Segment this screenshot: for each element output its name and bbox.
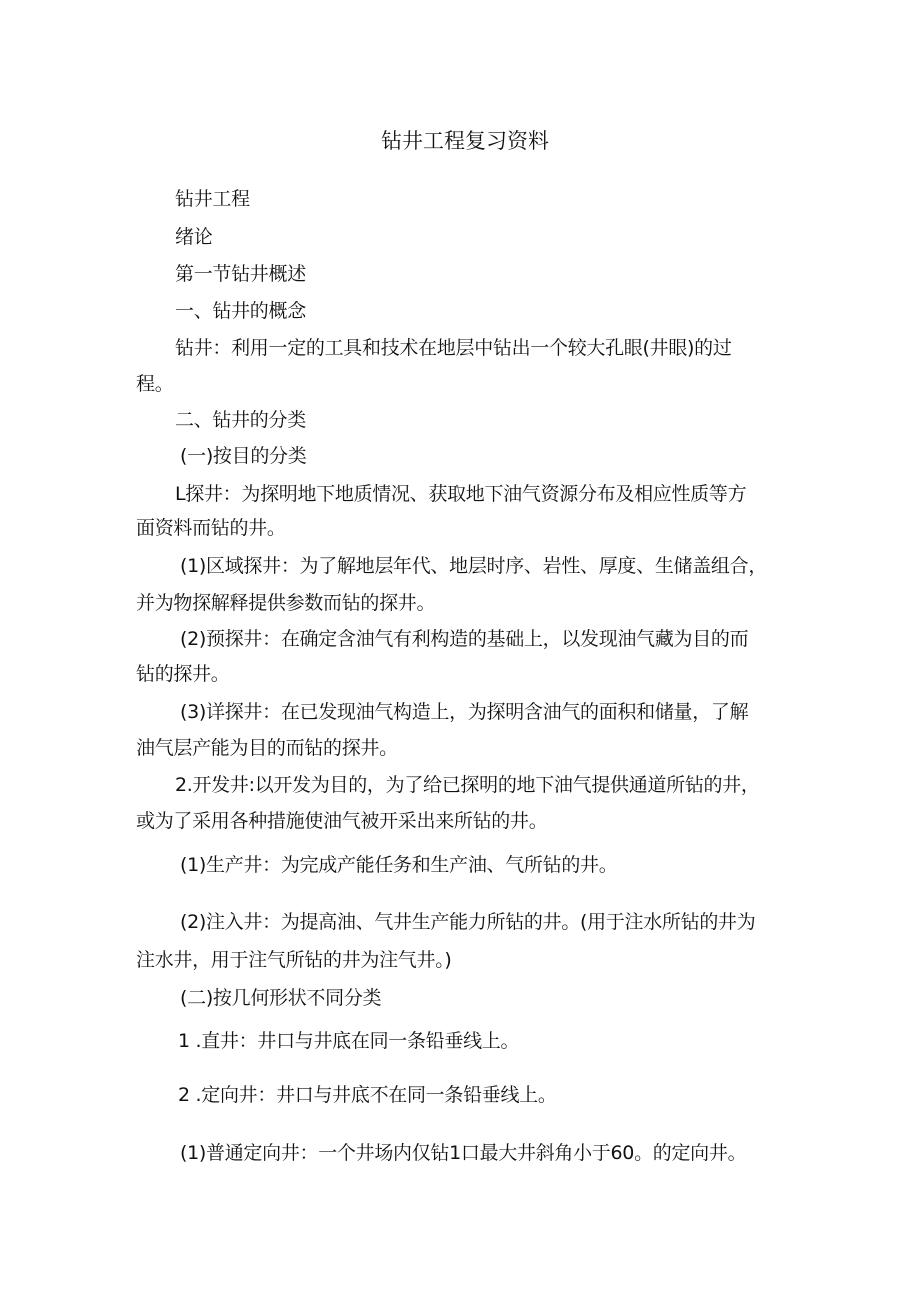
paragraph-line: (1)普通定向井：一个井场内仅钻1口最大井斜角小于60。的定向井。 bbox=[180, 1142, 747, 1164]
heading-classification: 二、钻井的分类 bbox=[175, 409, 306, 431]
paragraph-line: 注水井，用于注气所钻的井为注气井。) bbox=[136, 949, 452, 971]
heading-introduction: 绪论 bbox=[175, 226, 213, 248]
paragraph-line: 并为物探解释提供参数而钻的探井。 bbox=[136, 592, 436, 614]
paragraph-line: (2)预探井：在确定含油气有利构造的基础上，以发现油气藏为目的而 bbox=[180, 628, 749, 650]
paragraph-line: 面资料而钻的井。 bbox=[136, 517, 286, 539]
paragraph-line: 钻井：利用一定的工具和技术在地层中钻出一个较大孔眼(井眼)的过 bbox=[175, 337, 732, 359]
paragraph-line: 2.开发井:以开发为目的，为了给已探明的地下油气提供通道所钻的井， bbox=[175, 774, 760, 796]
heading-section-1: 第一节钻井概述 bbox=[175, 263, 306, 285]
list-item: 2 .定向井：井口与井底不在同一条铅垂线上。 bbox=[178, 1084, 557, 1106]
paragraph-line: 或为了采用各种措施使油气被开采出来所钻的井。 bbox=[136, 810, 548, 832]
paragraph-line: 钻的探井。 bbox=[136, 663, 230, 685]
heading-by-purpose: (一)按目的分类 bbox=[180, 445, 307, 467]
paragraph-line: (1)生产井：为完成产能任务和生产油、气所钻的井。 bbox=[180, 854, 618, 876]
heading-concept: 一、钻井的概念 bbox=[175, 300, 306, 322]
document-title: 钻井工程复习资料 bbox=[381, 129, 549, 153]
paragraph-line: 油气层产能为目的而钻的探井。 bbox=[136, 737, 398, 759]
paragraph-line: (2)注入井：为提高油、气井生产能力所钻的井。(用于注水所钻的井为 bbox=[180, 911, 756, 933]
paragraph-line: L探井：为探明地下地质情况、获取地下油气资源分布及相应性质等方 bbox=[175, 483, 747, 505]
paragraph-line: (1)区域探井：为了解地层年代、地层时序、岩性、厚度、生储盖组合， bbox=[180, 555, 768, 577]
heading-by-geometry: (二)按几何形状不同分类 bbox=[180, 987, 382, 1009]
list-item: 1 .直井：井口与井底在同一条铅垂线上。 bbox=[178, 1030, 520, 1052]
paragraph-line: (3)详探井：在已发现油气构造上，为探明含油气的面积和储量，了解 bbox=[180, 701, 749, 723]
paragraph-line: 程。 bbox=[136, 373, 174, 395]
heading-drilling-engineering: 钻井工程 bbox=[175, 188, 250, 210]
